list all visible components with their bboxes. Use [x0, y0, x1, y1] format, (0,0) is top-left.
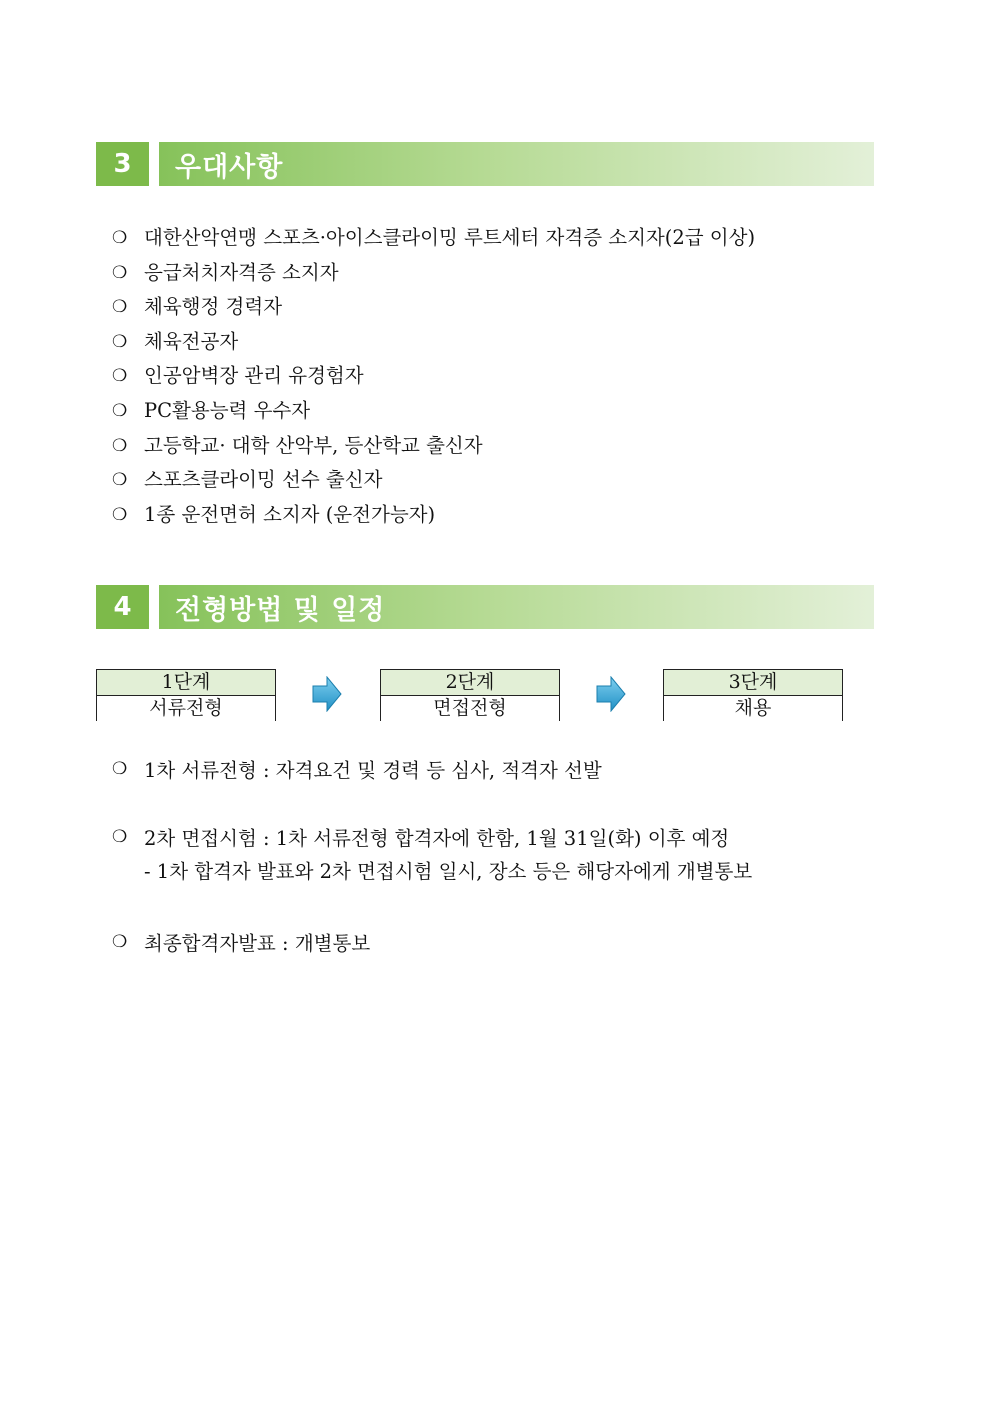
detail-second-sub: - 1차 합격자 발표와 2차 면접시험 일시, 장소 등은 해당자에게 개별통보	[144, 860, 753, 883]
list-item	[112, 359, 755, 394]
circle-bullet-icon: ❍	[112, 400, 128, 421]
stage-name: 면접전형	[381, 696, 559, 721]
list-item	[112, 394, 755, 429]
detail-first	[112, 754, 602, 784]
list-item	[112, 256, 755, 291]
circle-bullet-icon: ❍	[112, 435, 128, 456]
detail-final	[112, 927, 370, 957]
detail-first-text: 1차 서류전형 : 자격요건 및 경력 등 심사, 적격자 선발	[144, 759, 602, 782]
list-item-text: 대한산악연맹 스포츠·아이스클라이밍 루트세터 자격증 소지자(2급 이상)	[144, 226, 756, 249]
stage-name: 서류전형	[97, 696, 275, 721]
stage-box-3	[663, 669, 843, 721]
list-item-text: 응급처치자격증 소지자	[144, 260, 339, 284]
list-item	[112, 325, 755, 360]
right-arrow-icon	[312, 676, 342, 712]
circle-bullet-icon: ❍	[112, 262, 128, 283]
list-item-text: PC활용능력 우수자	[144, 398, 311, 422]
stage-name: 채용	[664, 696, 842, 721]
stage-step: 3단계	[664, 670, 842, 696]
list-item-text: 고등학교· 대학 산악부, 등산학교 출신자	[144, 433, 483, 457]
section-title: 전형방법 및 일정	[159, 585, 874, 629]
circle-bullet-icon: ❍	[112, 470, 128, 491]
list-item-text: 스포츠클라이밍 선수 출신자	[144, 468, 383, 492]
list-item	[112, 498, 755, 533]
circle-bullet-icon: ❍	[112, 366, 128, 387]
section-number: 3	[96, 142, 149, 186]
stage-step: 2단계	[381, 670, 559, 696]
circle-bullet-icon: ❍	[112, 504, 128, 525]
circle-bullet-icon: ❍	[112, 297, 128, 318]
section-title: 우대사항	[159, 142, 874, 186]
detail-final-text: 최종합격자발표 : 개별통보	[144, 932, 371, 955]
preference-list	[112, 221, 755, 532]
list-item-text: 체육전공자	[144, 329, 239, 353]
list-item-text: 1종 운전면허 소지자 (운전가능자)	[144, 502, 436, 526]
circle-bullet-icon: ❍	[112, 932, 128, 952]
stage-box-2	[380, 669, 560, 721]
circle-bullet-icon: ❍	[112, 228, 128, 248]
list-item	[112, 463, 755, 498]
section-4-header	[96, 585, 874, 629]
right-arrow-icon	[596, 676, 626, 712]
stage-step: 1단계	[97, 670, 275, 696]
list-item	[112, 290, 755, 325]
stage-box-1	[96, 669, 276, 721]
section-number: 4	[96, 585, 149, 629]
section-3-header	[96, 142, 874, 186]
circle-bullet-icon: ❍	[112, 827, 128, 847]
list-item-text: 체육행정 경력자	[144, 295, 283, 319]
list-item	[112, 429, 755, 464]
list-item	[112, 221, 755, 256]
list-item-text: 인공암벽장 관리 유경험자	[144, 364, 364, 388]
circle-bullet-icon: ❍	[112, 331, 128, 352]
detail-second	[112, 822, 729, 852]
detail-second-text: 2차 면접시험 : 1차 서류전형 합격자에 한함, 1월 31일(화) 이후 예정	[144, 827, 730, 850]
circle-bullet-icon: ❍	[112, 759, 128, 779]
